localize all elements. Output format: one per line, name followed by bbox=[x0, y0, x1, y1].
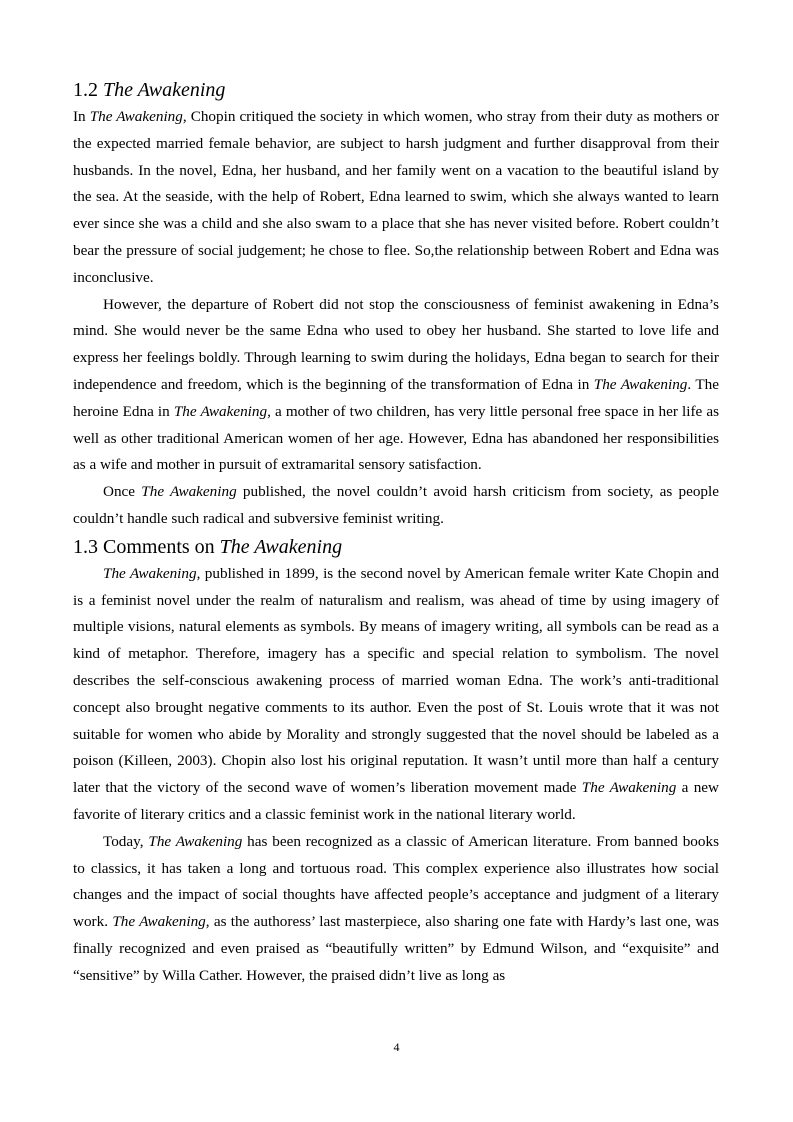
heading-book-title: The Awakening bbox=[103, 79, 226, 101]
heading-book-title: The Awakening bbox=[219, 535, 343, 558]
paragraph-1-3-1: The Awakening, published in 1899, is the second novel by American female writer Kate Chopin and is a feminist novel under the realm of naturalism and realism, was ahead of time by using imagery of multiple visions, natural elements as symbols. By means of imagery writing, all symbols can be read as a kind of metaphor. Therefore, imagery has a specific and special relation to symbolism. The novel describes the self-conscious awakening process of married woman Edna. The work’s anti-traditional concept also brought negative comments to its author. Even the post of St. Louis wrote that it was not suitable for women who abide by Morality and strongly suggested that the novel should be labeled as a poison (Killeen, 2003). Chopin also lost his original reputation. It wasn’t until more than half a century later that the victory of the second wave of women’s liberation movement made The Awakening a new favorite of literary critics and a classic feminist work in the national literary world. bbox=[73, 564, 720, 823]
paragraph-1-2-1: In The Awakening, Chopin critiqued the society in which women, who stray from their duty as mothers or the expected married female behavior, are subject to harsh judgment and further disapproval from their husbands. In the novel, Edna, her husband, and her family went on a vacation to the beautiful island by the sea. At the seaside, with the help of Robert, Edna learned to swim, which she always wanted to learn ever since she was a child and she also swam to a place that she has never visited before. Robert couldn’t bear the pressure of social judgement; he chose to flee. So,the relationship between Robert and Edna was inconclusive. bbox=[73, 108, 720, 286]
paragraph-1-3-2: Today, The Awakening has been recognized as a classic of American literature. From banned books to classics, it has taken a long and tortuous road. This complex experience also illustrates how social changes and the impact of social thoughts have affected people’s acceptance and judgment of a literary work. The Awakening, as the authoress’ last masterpiece, also sharing one fate with Hardy’s last one, was finally recognized and even praised as “beautifully written” by Edmund Wilson, and “exquisite” and “sensitive” by Willa Cather. However, the praised didn’t live as long as bbox=[73, 832, 719, 984]
document-page bbox=[73, 76, 719, 990]
section-heading-1-3: 1.3 Comments on The Awakening bbox=[73, 535, 343, 558]
page-number: 4 bbox=[393, 1040, 400, 1054]
paragraph-1-2-2: However, the departure of Robert did not stop the consciousness of feminist awakening in Edna’s mind. She would never be the same Edna who used to obey her husband. She started to love life and express her feelings boldly. Through learning to swim during the holidays, Edna began to search for their independence and freedom, which is the beginning of the transformation of Edna in The Awakening. The heroine Edna in The Awakening, a mother of two children, has very little personal free space in her life as well as other traditional American women of her age. However, Edna has abandoned her responsibilities as a wife and mother in pursuit of extramarital sensory satisfaction. bbox=[73, 295, 719, 474]
section-heading-1-2: 1.2 The Awakening bbox=[73, 79, 226, 101]
paragraph-1-2-3: Once The Awakening published, the novel couldn’t avoid harsh criticism from society, as people couldn’t handle such radical and subversive feminist writing. bbox=[73, 483, 719, 527]
